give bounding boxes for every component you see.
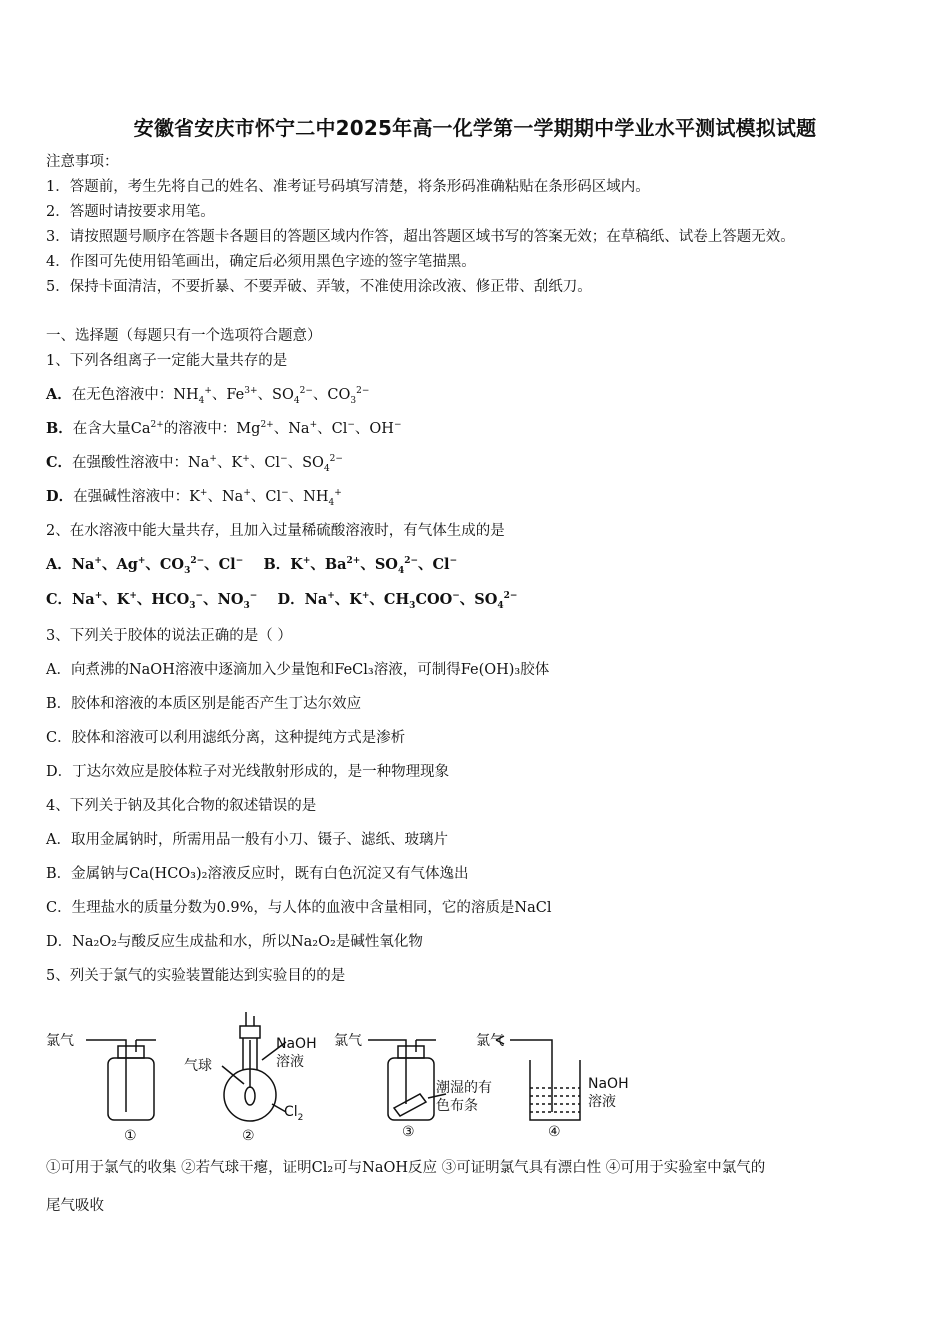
page-title: 安徽省安庆市怀宁二中2025年高一化学第一学期期中学业水平测试模拟试题: [133, 116, 817, 140]
question-1-option-c: C．在强酸性溶液中：Na+、K+、Cl−、$SO_4^{2-}$: [46, 454, 343, 474]
question-4-stem: 4、下列关于钠及其化合物的叙述错误的是: [46, 798, 317, 814]
label-naoh-4: NaOH: [588, 1076, 629, 1092]
notice-item: 5．保持卡面清洁，不要折暴、不要弄破、弄皱，不准使用涂改液、修正带、刮纸刀。: [46, 279, 592, 295]
label-number-4: ④: [548, 1124, 561, 1140]
question-4-option-b: B．金属钠与Ca(HCO₃)₂溶液反应时，既有白色沉淀又有气体逸出: [46, 866, 469, 882]
label-cl2: $Cl_2$: [284, 1104, 304, 1123]
question-2-options-ab: A．Na+、Ag+、$CO_3^{2-}$、Cl− B．K+、$Ba^{2+}$、$SO_4^{2-}$、Cl−: [46, 556, 458, 576]
label-solution-4: 溶液: [588, 1094, 616, 1110]
label-cloth-2: 色布条: [436, 1098, 478, 1114]
question-3-option-c: C．胶体和溶液可以利用滤纸分离，这种提纯方式是渗析: [46, 730, 406, 746]
label-number-1: ①: [124, 1128, 137, 1144]
label-chlorine-1: 氯气: [46, 1033, 74, 1049]
label-chlorine-4: 氯气: [476, 1033, 504, 1049]
apparatus-4-beaker: [496, 1036, 580, 1120]
label-number-3: ③: [402, 1124, 415, 1140]
section-heading: 一、选择题（每题只有一个选项符合题意）: [46, 328, 322, 344]
question-2-options-cd: C．Na+、K+、$HCO_3^-$、$NO_3^-$ D．Na+、K+、$CH_3COO^-$、$SO_4^{2-}$: [46, 591, 518, 611]
notice-item: 2．答题时请按要求用笔。: [46, 204, 215, 220]
question-3-option-b: B．胶体和溶液的本质区别是能否产生丁达尔效应: [46, 696, 362, 712]
notice-heading: 注意事项：: [46, 154, 119, 170]
question-3-stem: 3、下列关于胶体的说法正确的是（ ）: [46, 628, 292, 644]
question-5-caption: ①可用于氯气的收集 ②若气球干瘪，证明Cl₂可与NaOH反应 ③可证明氯气具有漂白性 ④可用于实验室中氯气的: [46, 1160, 766, 1176]
label-balloon: 气球: [184, 1058, 212, 1074]
label-naoh-2: NaOH: [276, 1036, 317, 1052]
apparatus-1-bottle: [86, 1040, 156, 1120]
question-3-option-d: D．丁达尔效应是胶体粒子对光线散射形成的，是一种物理现象: [46, 764, 450, 780]
notice-item: 1．答题前，考生先将自己的姓名、准考证号码填写清楚，将条形码准确粘贴在条形码区域内。: [46, 179, 650, 195]
label-chlorine-3: 氯气: [334, 1033, 362, 1049]
question-2-stem: 2、在水溶液中能大量共存，且加入过量稀硫酸溶液时，有气体生成的是: [46, 523, 505, 539]
label-cloth-1: 潮湿的有: [436, 1080, 492, 1096]
question-5-stem: 5、列关于氯气的实验装置能达到实验目的的是: [46, 968, 346, 984]
apparatus-3-bottle: [368, 1040, 446, 1120]
apparatus-figure: [40, 1000, 660, 1150]
question-1-option-b: B．在含大量$Ca^{2+}$的溶液中：$Mg^{2+}$、Na+、Cl−、OH−: [46, 420, 402, 437]
question-3-option-a: A．向煮沸的NaOH溶液中逐滴加入少量饱和FeCl₃溶液，可制得Fe(OH)₃胶体: [46, 662, 550, 678]
label-number-2: ②: [242, 1128, 255, 1144]
question-4-option-c: C．生理盐水的质量分数为0.9%，与人体的血液中含量相同，它的溶质是NaCl: [46, 900, 552, 916]
notice-item: 3．请按照题号顺序在答题卡各题目的答题区域内作答，超出答题区域书写的答案无效；在草稿纸、试卷上答题无效。: [46, 229, 795, 245]
question-5-caption-continued: 尾气吸收: [46, 1198, 104, 1214]
question-4-option-d: D．Na₂O₂与酸反应生成盐和水，所以Na₂O₂是碱性氧化物: [46, 934, 423, 950]
question-1-stem: 1、下列各组离子一定能大量共存的是: [46, 353, 288, 369]
question-4-option-a: A．取用金属钠时，所需用品一般有小刀、镊子、滤纸、玻璃片: [46, 832, 448, 848]
question-1-option-d: D．在强碱性溶液中：K+、Na+、Cl−、$NH_4^+$: [46, 488, 342, 508]
question-1-option-a: A．在无色溶液中：$NH_4^+$、$Fe^{3+}$、$SO_4^{2-}$、$CO_3^{2-}$: [46, 386, 370, 406]
notice-item: 4．作图可先使用铅笔画出，确定后必须用黑色字迹的签字笔描黑。: [46, 254, 476, 270]
label-solution-2: 溶液: [276, 1054, 304, 1070]
